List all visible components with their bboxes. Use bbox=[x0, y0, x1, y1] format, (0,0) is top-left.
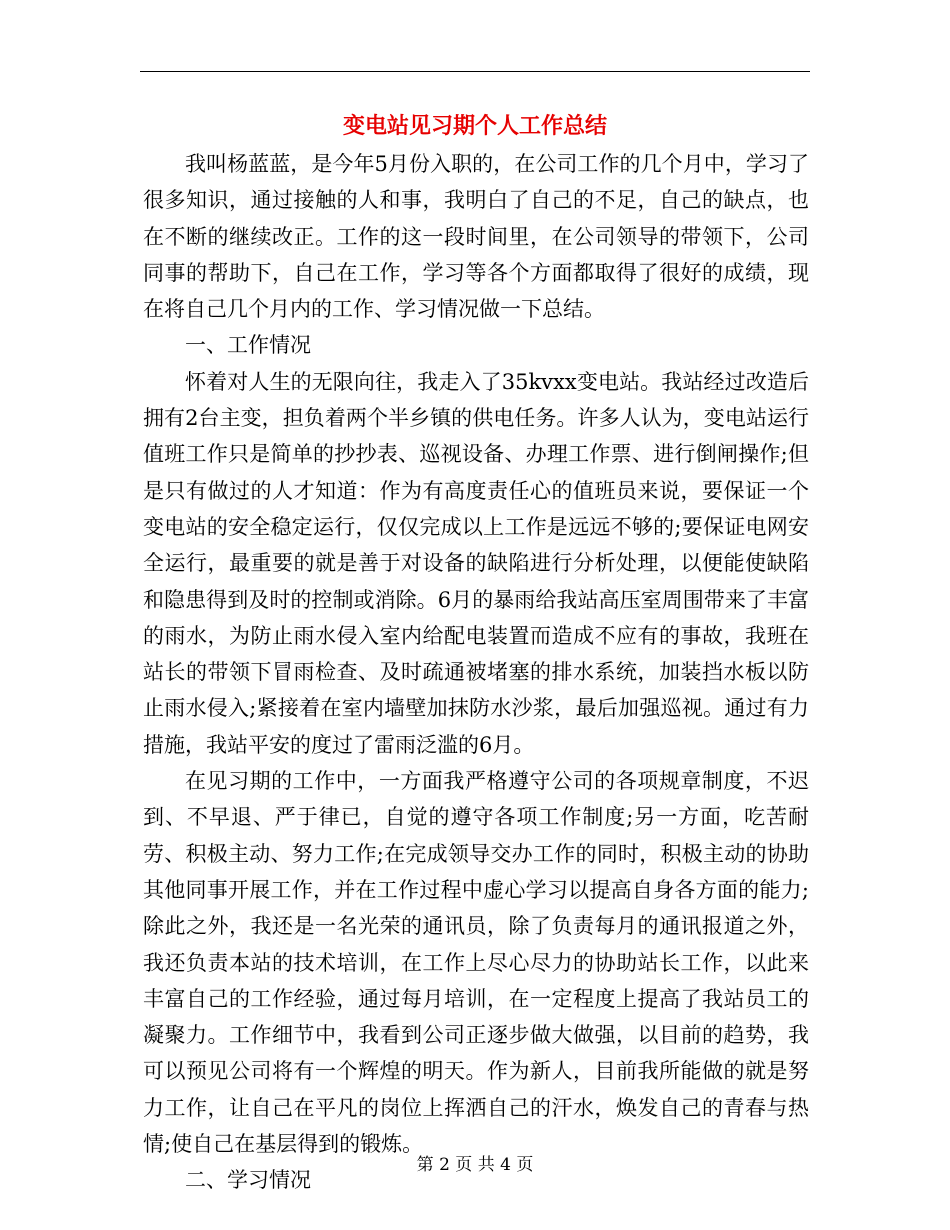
document-title: 变电站见习期个人工作总结 bbox=[342, 113, 607, 139]
header-rule bbox=[140, 71, 810, 72]
paragraph-work-conduct: 在见习期的工作中，一方面我严格遵守公司的各项规章制度，不迟到、不早退、严于律已，自觉的遵守各项工作制度;另一方面，吃苦耐劳、积极主动、努力工作;在完成领导交办工作的同时，积极主动的协助其他同事开展工作，并在工作过程中虚心学习以提高自身各方面的能力;除此之外，我还是一名光荣的通讯员，除了负责每月的通讯报道之外，我还负责本站的技术培训，在工作上尽心尽力的协助站长工作，以此来丰富自己的工作经验，通过每月培训，在一定程度上提高了我站员工的凝聚力。工作细节中，我看到公司正逐步做大做强，以目前的趋势，我可以预见公司将有一个辉煌的明天。作为新人，目前我所能做的就是努力工作，让自己在平凡的岗位上挥洒自己的汗水，焕发自己的青春与热情;使自己在基层得到的锻炼。 bbox=[143, 769, 809, 1157]
document-body bbox=[143, 146, 809, 1199]
section-heading-study: 二、学习情况 bbox=[185, 1168, 311, 1193]
paragraph-intro: 我叫杨蓝蓝，是今年5月份入职的，在公司工作的几个月中，学习了很多知识，通过接触的人和事，我明白了自己的不足，自己的缺点，也在不断的继续改正。工作的这一段时间里，在公司领导的带领下，公司同事的帮助下，自己在工作，学习等各个方面都取得了很好的成绩，现在将自己几个月内的工作、学习情况做一下总结。 bbox=[143, 152, 809, 322]
page-number-footer: 第 2 页 共 4 页 bbox=[416, 1155, 534, 1175]
paragraph-work-substation: 怀着对人生的无限向往，我走入了35kvxx变电站。我站经过改造后拥有2台主变，担负着两个半乡镇的供电任务。许多人认为，变电站运行值班工作只是简单的抄抄表、巡视设备、办理工作票、进行倒闸操作;但是只有做过的人才知道：作为有高度责任心的值班员来说，要保证一个变电站的安全稳定运行，仅仅完成以上工作是远远不够的;要保证电网安全运行，最重要的就是善于对设备的缺陷进行分析处理，以便能使缺陷和隐患得到及时的控制或消除。6月的暴雨给我站高压室周围带来了丰富的雨水，为防止雨水侵入室内给配电装置而造成不应有的事故，我班在站长的带领下冒雨检查、及时疏通被堵塞的排水系统，加装挡水板以防止雨水侵入;紧接着在室内墙壁加抹防水沙浆，最后加强巡视。通过有力措施，我站平安的度过了雷雨泛滥的6月。 bbox=[143, 369, 809, 757]
section-heading-work: 一、工作情况 bbox=[185, 333, 311, 358]
